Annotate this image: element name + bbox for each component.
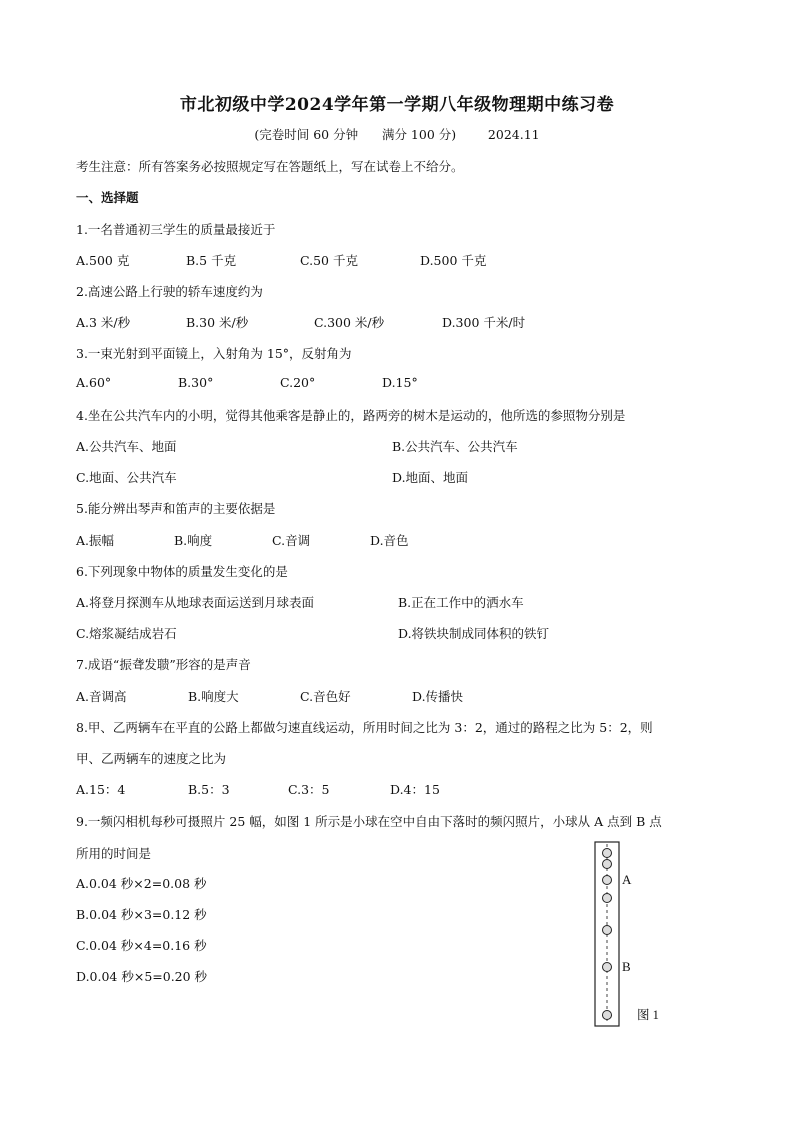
q2-option-b: B.30 米/秒 [186,315,249,330]
point-a-label: A [622,872,632,887]
question-8-stem-cont: 甲、乙两辆车的速度之比为 [76,751,227,766]
q4-option-d: D.地面、地面 [392,470,469,485]
q1-option-d: D.500 千克 [420,253,487,268]
q6-option-d: D.将铁块制成同体积的铁钉 [398,626,550,641]
strobe-diagram [585,840,675,1030]
ball-2 [603,860,612,869]
q5-option-c: C.音调 [272,533,311,548]
q7-option-c: C.音色好 [300,689,351,704]
q6-option-b: B.正在工作中的洒水车 [398,595,524,610]
q5-option-d: D.音色 [370,533,409,548]
q9-option-d: D.0.04 秒×5=0.20 秒 [76,969,208,984]
q6-option-a: A.将登月探测车从地球表面运送到月球表面 [76,595,315,610]
exam-subtitle: (完卷时间 60 分钟 满分 100 分) 2024.11 [254,127,540,142]
q5-option-b: B.响度 [174,533,213,548]
ball-3 [603,876,612,885]
q7-option-b: B.响度大 [188,689,239,704]
q5-option-a: A.振幅 [76,533,115,548]
question-4-stem: 4.坐在公共汽车内的小明，觉得其他乘客是静止的，路两旁的树木是运动的，他所选的参照物分别是 [76,408,626,423]
q1-option-c: C.50 千克 [300,253,358,268]
question-5-stem: 5.能分辨出琴声和笛声的主要依据是 [76,501,276,516]
q8-option-d: D.4：15 [390,782,440,797]
q1-option-b: B.5 千克 [186,253,237,268]
exam-title: 市北初级中学2024学年第一学期八年级物理期中练习卷 [179,95,615,115]
question-9-stem-cont: 所用的时间是 [76,846,152,861]
notice: 考生注意：所有答案务必按照规定写在答题纸上，写在试卷上不给分。 [76,159,464,174]
q7-option-a: A.音调高 [76,689,127,704]
ball-7 [603,1011,612,1020]
q6-option-c: C.熔浆凝结成岩石 [76,626,177,641]
q9-option-a: A.0.04 秒×2=0.08 秒 [76,876,207,891]
q3-option-b: B.30° [178,375,214,390]
q9-option-b: B.0.04 秒×3=0.12 秒 [76,907,207,922]
q3-option-c: C.20° [280,375,316,390]
question-1-stem: 1.一名普通初三学生的质量最接近于 [76,222,276,237]
q3-option-a: A.60° [76,375,112,390]
q2-option-d: D.300 千米/时 [442,315,526,330]
q4-option-b: B.公共汽车、公共汽车 [392,439,518,454]
ball-1 [603,849,612,858]
question-6-stem: 6.下列现象中物体的质量发生变化的是 [76,564,288,579]
q4-option-c: C.地面、公共汽车 [76,470,177,485]
q8-option-a: A.15：4 [76,782,126,797]
ball-6 [603,963,612,972]
question-9-stem: 9.一频闪相机每秒可摄照片 25 幅，如图 1 所示是小球在空中自由下落时的频闪照片，小球从 A 点到 B 点 [76,814,662,829]
figure-1-strobe-photo [585,840,675,1030]
question-7-stem: 7.成语“振聋发聩”形容的是声音 [76,657,251,672]
q7-option-d: D.传播快 [412,689,464,704]
q9-option-c: C.0.04 秒×4=0.16 秒 [76,938,207,953]
q2-option-a: A.3 米/秒 [76,315,131,330]
q3-option-d: D.15° [382,375,418,390]
figure-caption: 图 1 [637,1008,659,1022]
section-title: 一、选择题 [76,190,139,205]
point-b-label: B [622,959,631,974]
ball-5 [603,926,612,935]
q2-option-c: C.300 米/秒 [314,315,385,330]
q4-option-a: A.公共汽车、地面 [76,439,177,454]
question-3-stem: 3.一束光射到平面镜上，入射角为 15°，反射角为 [76,346,352,361]
question-2-stem: 2.高速公路上行驶的轿车速度约为 [76,284,263,299]
q1-option-a: A.500 克 [76,253,130,268]
q8-option-c: C.3：5 [288,782,330,797]
q8-option-b: B.5：3 [188,782,230,797]
ball-4 [603,894,612,903]
question-8-stem: 8.甲、乙两辆车在平直的公路上都做匀速直线运动，所用时间之比为 3：2，通过的路程之比为 5：2，则 [76,720,653,735]
